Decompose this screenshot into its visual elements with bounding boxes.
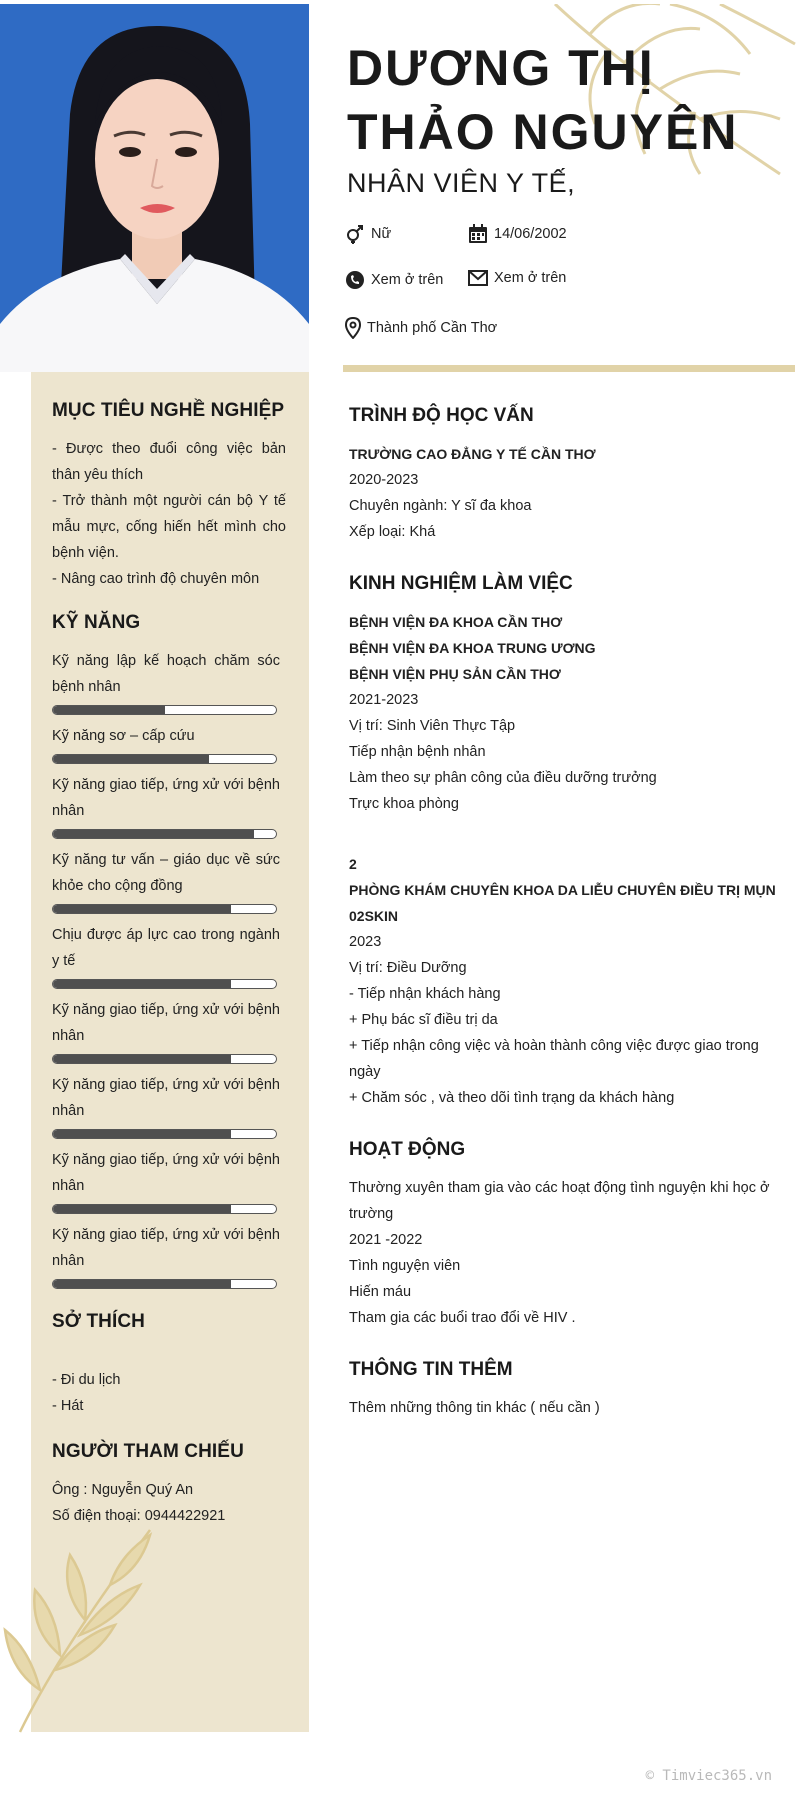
skill-item (52, 648, 286, 715)
experience-number: 2 (349, 856, 357, 872)
skill-bar (52, 705, 277, 715)
skill-bar-fill (53, 706, 165, 714)
education-title: TRÌNH ĐỘ HỌC VẤN (349, 405, 534, 426)
activity-line: Tình nguyện viên (349, 1258, 461, 1274)
skill-item (52, 772, 286, 839)
skill-bar-fill (53, 1055, 231, 1063)
profile-photo (0, 4, 309, 372)
gender-value: Nữ (371, 226, 392, 242)
skill-bar-fill (53, 830, 254, 838)
email-info (468, 270, 566, 286)
leaf-decoration-icon (0, 1520, 160, 1735)
job-title: NHÂN VIÊN Y TẾ, (347, 168, 576, 198)
skill-bar (52, 1204, 277, 1214)
skill-label: Kỹ năng giao tiếp, ứng xử với bệnh nhân (52, 777, 280, 819)
experience-period: 2021-2023 (349, 692, 419, 708)
objective-line: - Nâng cao trình độ chuyên môn (52, 571, 260, 587)
email-value: Xem ở trên (494, 270, 567, 286)
main-content (349, 405, 779, 1421)
skill-label: Kỹ năng giao tiếp, ứng xử với bệnh nhân (52, 1002, 280, 1044)
address-info (345, 317, 497, 339)
experience-task: - Tiếp nhận khách hàng (349, 986, 501, 1002)
skill-bar-fill (53, 905, 231, 913)
skill-label: Kỹ năng tư vấn – giáo dục về sức khỏe cho cộng đồng (52, 852, 280, 894)
watermark: © Timviec365.vn (645, 1768, 772, 1784)
skill-item (52, 997, 286, 1064)
education-major: Chuyên ngành: Y sĩ đa khoa (349, 498, 532, 514)
experience-company: BỆNH VIỆN ĐA KHOA CẦN THƠ (349, 614, 563, 630)
phone-icon (345, 270, 365, 290)
skill-item (52, 922, 286, 989)
experience-task: + Tiếp nhận công việc và hoàn thành công việc được giao trong ngày (349, 1038, 759, 1080)
activity-line: Tham gia các buổi trao đổi về HIV . (349, 1310, 576, 1326)
education-period: 2020-2023 (349, 472, 419, 488)
experience-position: Vị trí: Sinh Viên Thực Tập (349, 718, 516, 734)
birthdate-info (468, 224, 567, 244)
skill-bar (52, 904, 277, 914)
experience-task: + Chăm sóc , và theo dõi tình trạng da khách hàng (349, 1090, 675, 1106)
phone-info (345, 270, 443, 290)
skill-label: Chịu được áp lực cao trong ngành y tế (52, 927, 280, 969)
skill-label: Kỹ năng lập kế hoạch chăm sóc bệnh nhân (52, 653, 280, 695)
envelope-icon (468, 270, 488, 286)
experience-item (349, 851, 779, 1111)
skill-bar (52, 754, 277, 764)
experience-company: BỆNH VIỆN PHỤ SẢN CẦN THƠ (349, 666, 561, 682)
objective-line: - Trở thành một người cán bộ Y tế mẫu mực, cống hiến hết mình cho bệnh viện. (52, 493, 286, 561)
skill-label: Kỹ năng giao tiếp, ứng xử với bệnh nhân (52, 1227, 280, 1269)
skills-title: KỸ NĂNG (52, 612, 141, 633)
activities-title: HOẠT ĐỘNG (349, 1139, 466, 1160)
experience-task: Tiếp nhận bệnh nhân (349, 744, 486, 760)
experience-task: Làm theo sự phân công của điều dưỡng trưởng (349, 770, 657, 786)
skill-bar-fill (53, 1205, 231, 1213)
experience-company: BỆNH VIỆN ĐA KHOA TRUNG ƯƠNG (349, 640, 596, 656)
skill-item (52, 1072, 286, 1139)
additional-info-title: THÔNG TIN THÊM (349, 1359, 513, 1380)
experience-task: Trực khoa phòng (349, 796, 459, 812)
education-grade: Xếp loại: Khá (349, 524, 436, 540)
objective-title: MỤC TIÊU NGHỀ NGHIỆP (52, 400, 285, 421)
experience-task: + Phụ bác sĩ điều trị da (349, 1012, 498, 1028)
skill-item (52, 723, 286, 764)
objective-list (52, 436, 286, 592)
experience-company: PHÒNG KHÁM CHUYÊN KHOA DA LIỄU CHUYÊN ĐIỀU TRỊ MỤN 02SKIN (349, 882, 776, 924)
reference-phone: Số điện thoại: 0944422921 (52, 1508, 226, 1524)
hobby-item: - Hát (52, 1398, 84, 1414)
full-name (347, 36, 787, 164)
skill-bar-fill (53, 1280, 231, 1288)
reference-name: Ông : Nguyễn Quý An (52, 1482, 194, 1498)
objective-line: - Được theo đuổi công việc bản thân yêu thích (52, 441, 286, 483)
experience-position: Vị trí: Điều Dưỡng (349, 960, 467, 976)
skill-item (52, 1222, 286, 1289)
skill-label: Kỹ năng sơ – cấp cứu (52, 728, 195, 744)
experience-period: 2023 (349, 934, 382, 950)
sidebar (52, 400, 286, 1529)
birthdate-value: 14/06/2002 (494, 226, 567, 242)
skill-item (52, 1147, 286, 1214)
skill-label: Kỹ năng giao tiếp, ứng xử với bệnh nhân (52, 1077, 280, 1119)
skill-bar (52, 1279, 277, 1289)
hobbies-title: SỞ THÍCH (52, 1311, 146, 1332)
skill-label: Kỹ năng giao tiếp, ứng xử với bệnh nhân (52, 1152, 280, 1194)
additional-info-text: Thêm những thông tin khác ( nếu cần ) (349, 1400, 600, 1416)
skill-bar-fill (53, 755, 209, 763)
activity-line: Thường xuyên tham gia vào các hoạt động tình nguyện khi học ở trường (349, 1180, 770, 1222)
skill-bar (52, 1054, 277, 1064)
skill-bar (52, 829, 277, 839)
gender-info (345, 224, 391, 244)
skill-bar-fill (53, 1130, 231, 1138)
phone-value: Xem ở trên (371, 272, 444, 288)
experience-title: KINH NGHIỆM LÀM VIỆC (349, 573, 573, 594)
header-divider (343, 365, 795, 372)
skill-bar (52, 979, 277, 989)
name-line: THẢO NGUYÊN (347, 104, 739, 160)
name-line: DƯƠNG THỊ (347, 40, 655, 96)
activity-line: Hiến máu (349, 1284, 412, 1300)
skill-item (52, 847, 286, 914)
references-title: NGƯỜI THAM CHIẾU (52, 1441, 244, 1462)
education-school: TRƯỜNG CAO ĐẲNG Y TẾ CẦN THƠ (349, 446, 596, 462)
address-value: Thành phố Cần Thơ (367, 320, 498, 336)
skills-list (52, 648, 286, 1289)
skill-bar (52, 1129, 277, 1139)
location-pin-icon (345, 317, 361, 339)
activity-line: 2021 -2022 (349, 1232, 423, 1248)
skill-bar-fill (53, 980, 231, 988)
calendar-icon (468, 224, 488, 244)
gender-icon (345, 224, 365, 244)
experience-item (349, 609, 779, 817)
hobby-item: - Đi du lịch (52, 1372, 121, 1388)
